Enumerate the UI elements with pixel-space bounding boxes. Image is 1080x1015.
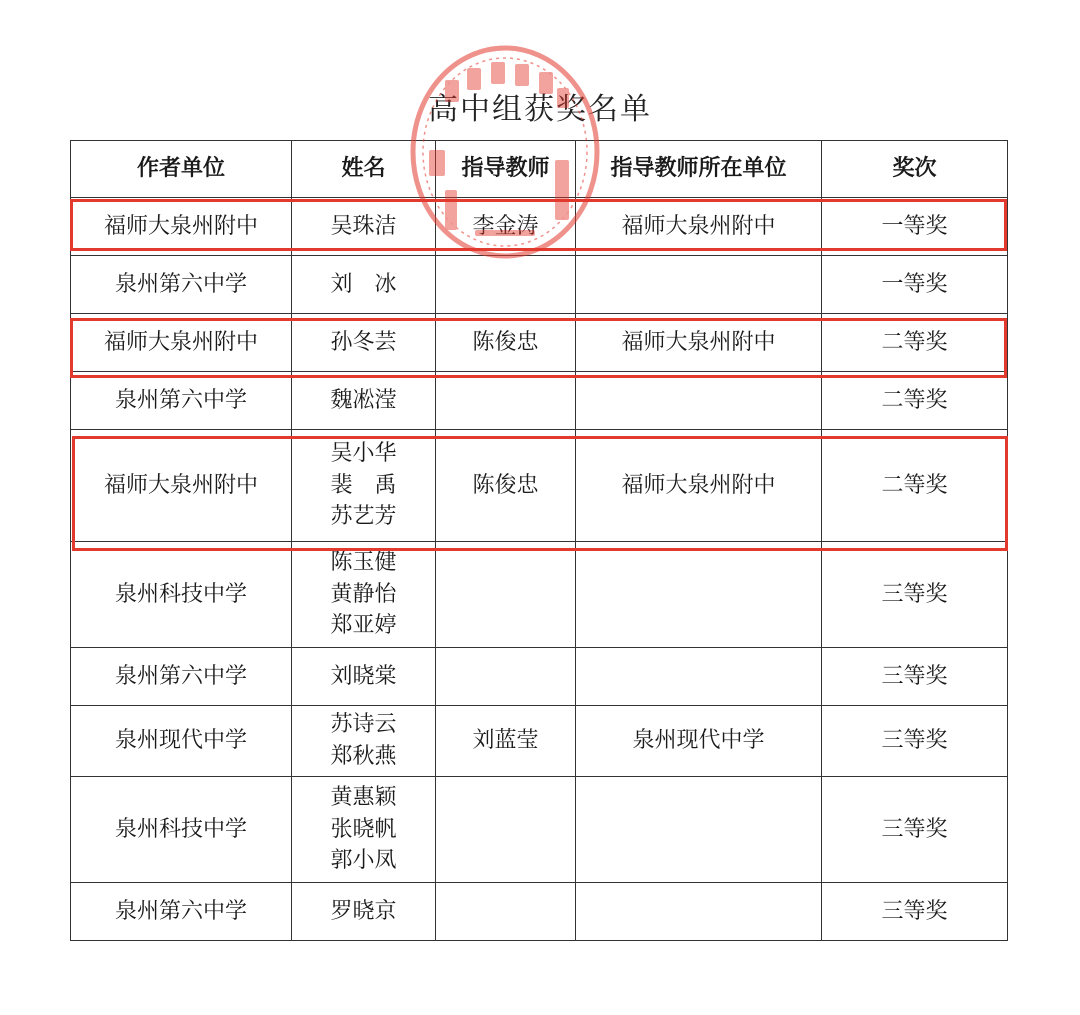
cell-teacher-unit: 福师大泉州附中 <box>576 430 822 542</box>
student-name: 孙冬芸 <box>330 329 397 355</box>
student-name: 郑亚婷 <box>330 613 397 639</box>
cell-names <box>292 256 436 314</box>
cell-award: 一等奖 <box>822 256 1008 314</box>
cell-award: 三等奖 <box>822 648 1008 706</box>
student-name: 黄惠颖 <box>330 784 397 810</box>
student-name: 郑秋燕 <box>330 744 397 769</box>
cell-names <box>292 777 436 883</box>
student-name: 郭小凤 <box>330 848 397 874</box>
cell-award: 二等奖 <box>822 314 1008 372</box>
student-name: 刘 冰 <box>330 271 397 297</box>
cell-teacher-unit <box>576 256 822 314</box>
award-table <box>70 140 1008 941</box>
header-unit: 作者单位 <box>71 141 292 198</box>
cell-names <box>292 314 436 372</box>
cell-teacher-unit <box>576 542 822 648</box>
table-row <box>71 372 1008 430</box>
table-row <box>71 777 1008 883</box>
student-name: 罗晓京 <box>330 898 397 924</box>
cell-unit: 泉州科技中学 <box>71 542 292 648</box>
cell-names <box>292 542 436 648</box>
student-name: 苏艺芳 <box>330 504 397 530</box>
student-name: 陈玉健 <box>330 549 397 575</box>
table-row <box>71 542 1008 648</box>
student-name: 吴珠洁 <box>330 213 397 239</box>
cell-unit: 泉州第六中学 <box>71 256 292 314</box>
cell-award: 三等奖 <box>822 777 1008 883</box>
cell-names <box>292 648 436 706</box>
cell-award: 一等奖 <box>822 198 1008 256</box>
cell-teacher <box>436 883 576 941</box>
cell-teacher <box>436 542 576 648</box>
cell-award: 二等奖 <box>822 430 1008 542</box>
cell-names <box>292 198 436 256</box>
student-name: 裴 禹 <box>330 472 397 498</box>
cell-award: 三等奖 <box>822 883 1008 941</box>
cell-unit: 泉州现代中学 <box>71 706 292 777</box>
cell-teacher: 刘蓝莹 <box>436 706 576 777</box>
cell-teacher <box>436 256 576 314</box>
cell-teacher-unit <box>576 883 822 941</box>
cell-names <box>292 706 436 777</box>
table-row <box>71 706 1008 777</box>
header-name: 姓名 <box>292 141 436 198</box>
cell-names <box>292 372 436 430</box>
table-row <box>71 198 1008 256</box>
student-name: 刘晓棠 <box>330 663 397 689</box>
page-title: 高中组获奖名单 <box>428 92 652 127</box>
cell-names <box>292 883 436 941</box>
cell-unit: 福师大泉州附中 <box>71 314 292 372</box>
header-teacher-unit: 指导教师所在单位 <box>576 141 822 198</box>
table-row <box>71 883 1008 941</box>
cell-teacher <box>436 777 576 883</box>
table-row <box>71 430 1008 542</box>
table-row <box>71 648 1008 706</box>
student-name: 苏诗云 <box>330 712 397 738</box>
table-row <box>71 314 1008 372</box>
cell-teacher: 陈俊忠 <box>436 430 576 542</box>
cell-unit: 泉州科技中学 <box>71 777 292 883</box>
cell-names <box>292 430 436 542</box>
cell-teacher-unit <box>576 372 822 430</box>
cell-teacher: 陈俊忠 <box>436 314 576 372</box>
cell-teacher-unit: 福师大泉州附中 <box>576 198 822 256</box>
cell-unit: 福师大泉州附中 <box>71 430 292 542</box>
student-name: 吴小华 <box>330 440 397 466</box>
cell-teacher <box>436 372 576 430</box>
cell-unit: 泉州第六中学 <box>71 372 292 430</box>
cell-teacher-unit <box>576 648 822 706</box>
header-teacher: 指导教师 <box>436 141 576 198</box>
cell-teacher <box>436 648 576 706</box>
cell-unit: 泉州第六中学 <box>71 883 292 941</box>
cell-teacher-unit: 福师大泉州附中 <box>576 314 822 372</box>
cell-teacher: 李金涛 <box>436 198 576 256</box>
cell-teacher-unit <box>576 777 822 883</box>
header-award: 奖次 <box>822 141 1008 198</box>
table-row <box>71 256 1008 314</box>
cell-unit: 福师大泉州附中 <box>71 198 292 256</box>
cell-teacher-unit: 泉州现代中学 <box>576 706 822 777</box>
cell-award: 三等奖 <box>822 542 1008 648</box>
student-name: 张晓帆 <box>330 816 397 842</box>
table-header-row <box>71 141 1008 198</box>
cell-award: 二等奖 <box>822 372 1008 430</box>
cell-award: 三等奖 <box>822 706 1008 777</box>
cell-unit: 泉州第六中学 <box>71 648 292 706</box>
student-name: 魏凇滢 <box>330 387 397 413</box>
student-name: 黄静怡 <box>330 581 397 607</box>
